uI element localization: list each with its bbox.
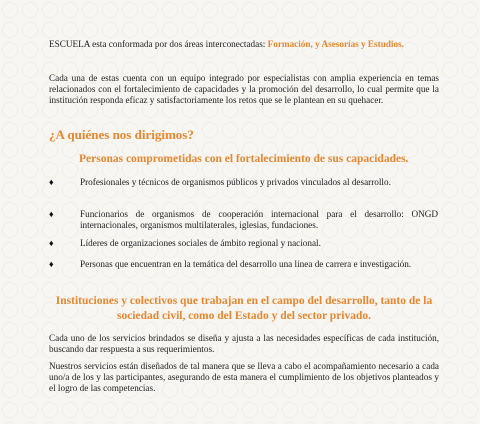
bullet-text: Personas que encuentran en la temática del desarrollo una línea de carrera e investigación. [80, 259, 412, 269]
diamond-bullet-icon: ♦ [49, 259, 54, 269]
intro-text: ESCUELA esta conformada por dos áreas interconectadas: [49, 39, 268, 49]
group2-title: Instituciones y colectivos que trabajan en el campo del desarrollo, tanto de la sociedad civil, como del Estado y del sector privado. [55, 295, 433, 322]
diamond-bullet-icon: ♦ [49, 177, 54, 187]
bullet-text: Funcionarios de organismos de cooperación internacional para el desarrollo: ONGD internacionales, organismos multilaterales, iglesias, fundaciones. [80, 209, 438, 230]
intro-highlight: Formación, y Asesorías y Estudios. [267, 39, 404, 49]
group1-title: Personas comprometidas con el fortalecimiento de sus capacidades. [79, 153, 409, 165]
intro-paragraph [49, 39, 439, 50]
services-paragraph-2: Nuestros servicios están diseñados de tal manera que se lleva a cabo el acompañamiento necesario a cada uno/a de los y las participantes, asegurando de esta manera el cumplimiento de los objetivos planteados y el logro de las competencias. [49, 361, 439, 393]
diamond-bullet-icon: ♦ [49, 238, 54, 248]
areas-paragraph: Cada una de estas cuenta con un equipo integrado por especialistas con amplia experiencia en temas relacionados con el fortalecimiento de capacidades y la promoción del desarrollo, lo cual permite que la institución responda eficaz y satisfactoriamente los retos que se le plantean en su quehacer. [49, 73, 439, 105]
bullet-text: Líderes de organizaciones sociales de ámbito regional y nacional. [80, 238, 321, 248]
bullet-text: Profesionales y técnicos de organismos públicos y privados vinculados al desarrollo. [80, 177, 391, 187]
audience-heading: ¿A quiénes nos dirigimos? [49, 127, 194, 142]
services-paragraph-1: Cada uno de los servicios brindados se diseña y ajusta a las necesidades específicas de cada institución, buscando dar respuesta a sus requerimientos. [49, 333, 439, 354]
diamond-bullet-icon: ♦ [49, 209, 54, 219]
